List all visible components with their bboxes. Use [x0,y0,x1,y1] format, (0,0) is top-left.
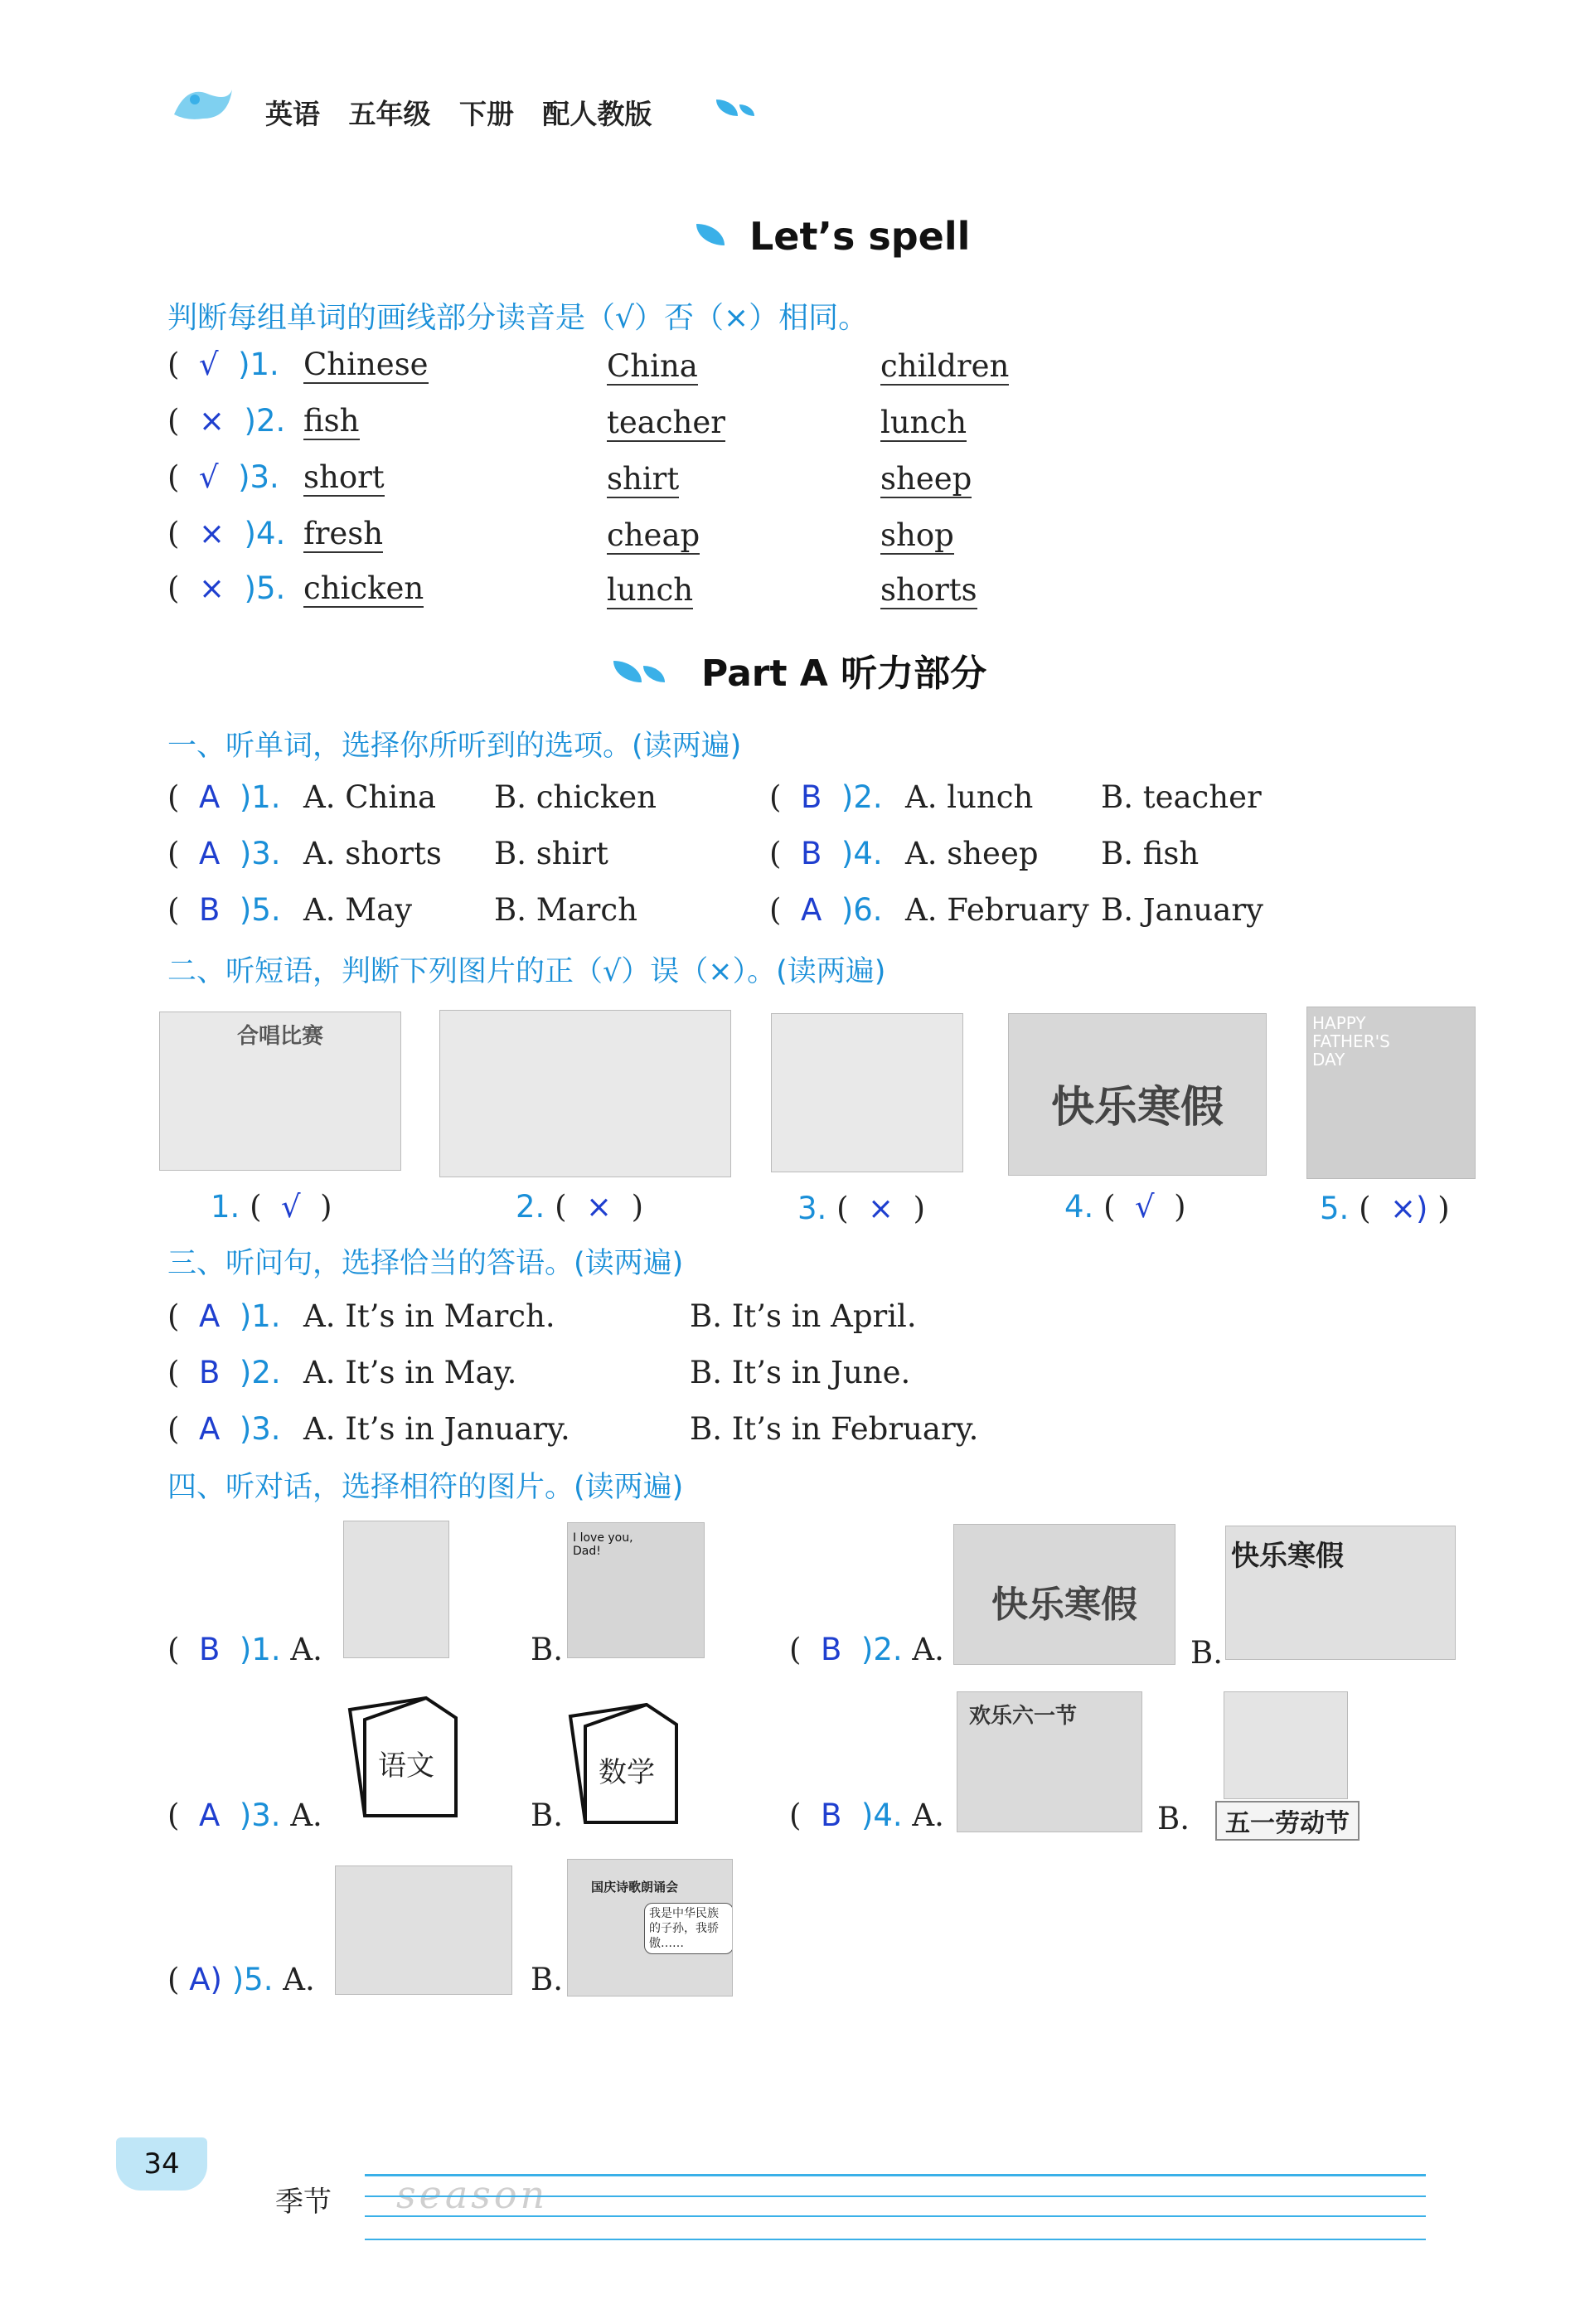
option-label: B. [1157,1801,1190,1836]
s4-title: 四、听对话，选择相符的图片。(读两遍) [167,1471,684,1504]
season-label: 季节 [275,2186,332,2219]
option-a: A. shorts [303,836,442,871]
picture-poetry-recital [567,1859,733,1997]
picture-mother-hug [343,1521,449,1658]
spell-instruction: 判断每组单词的画线部分读音是（√）否（×）相同。 [167,301,869,335]
option-label: A. [912,1632,944,1667]
item-number: )6. [841,892,883,928]
picture-caption: 快乐寒假 [1050,1082,1224,1133]
answer: B [198,1632,221,1667]
item-number: 1. [211,1189,240,1225]
spell-title: Let’s spell [749,214,971,259]
spell-word [303,516,383,551]
word: shop [880,517,954,553]
option-label: A. [290,1632,322,1667]
option-label: A. [283,1962,315,1997]
word: chicken [303,570,424,606]
option-label: A. [912,1798,944,1833]
s4-item: ( A )3. A. [167,1798,322,1833]
option-label: B. [531,1962,563,1997]
word: shorts [880,572,977,608]
answer: A [198,1798,221,1833]
picture-caption: 国庆诗歌朗诵会 [591,1880,679,1895]
answer: √ [1135,1189,1155,1225]
spell-row: ( × )5. [167,570,286,606]
header-grade: 五年级 [348,98,431,130]
option-b: B. January [1101,892,1263,928]
picture-fathers-day [1306,1007,1476,1179]
item-number: )5. [239,892,281,928]
word: children [880,348,1010,384]
item-number: )2. [841,779,883,815]
word: shirt [607,461,680,497]
item-number: )3. [239,1798,281,1833]
s4-item: ( B )2. A. [789,1632,944,1667]
s2-answer: 5. ( ×) ) [1320,1191,1450,1226]
answer: B [198,892,221,928]
picture-worker [1224,1691,1348,1799]
spell-word [303,347,429,382]
footer-line [365,2215,1426,2217]
book-title: 数学 [599,1756,655,1789]
option-b: B. chicken [494,779,657,815]
word: fish [303,403,360,439]
spell-word [607,461,679,497]
footer-line [365,2239,1426,2240]
spell-word [880,405,967,440]
picture-winter-holiday [953,1524,1175,1665]
header-logo [170,81,236,128]
option-b: B. It’s in February. [690,1411,979,1447]
item-number: )1. [239,779,281,815]
word: Chinese [303,347,429,382]
item-number: )4. [860,1798,903,1833]
answer: B [820,1632,842,1667]
item-number: )3. [238,459,279,495]
s4-item: ( B )4. A. [789,1798,944,1833]
spell-row: ( √ )1. [167,347,279,382]
item-number: )3. [239,1411,281,1447]
picture-winter-snow [1225,1526,1456,1660]
word: fresh [303,516,384,551]
s3-item: ( A )3. [167,1411,281,1447]
s3-item: ( A )1. [167,1298,281,1334]
option-b: B. March [494,892,637,928]
word: lunch [880,405,967,440]
spell-word [607,572,693,608]
s4-item: ( B )1. A. [167,1632,322,1667]
picture-love-dad [567,1522,705,1658]
option-b: B. It’s in April. [690,1298,917,1334]
word: cheap [607,517,700,553]
word: China [607,348,698,384]
item-number: )2. [239,1355,281,1390]
word: teacher [607,405,725,440]
answer: B [198,1355,221,1390]
option-a: A. February [905,892,1089,928]
answer: √ [281,1189,301,1225]
spell-word [607,348,698,384]
option-b: B. teacher [1101,779,1262,815]
item-number: )2. [860,1632,903,1667]
option-label: B. [531,1798,563,1833]
spell-word [607,405,725,440]
word: lunch [607,572,694,608]
option-label: B. [1190,1635,1223,1671]
page-number-badge [116,2137,207,2191]
spell-row: ( × )4. [167,516,286,551]
book-title: 语文 [378,1749,434,1783]
book-chinese-icon [343,1695,463,1819]
spell-word [880,572,977,608]
s4-item: ( A) )5. A. [167,1962,315,1997]
picture-caption: I love you, Dad! [573,1531,633,1558]
answer: B [800,836,822,871]
option-a: A. May [303,892,413,928]
s1-item: ( B )5. [167,892,281,928]
s2-answer: 3. ( × ) [797,1191,926,1226]
answer: × [868,1191,894,1226]
answer: √ [198,347,219,382]
picture-childrens-day [957,1691,1142,1832]
leaf-icon [613,661,665,686]
item-number: )5. [231,1962,274,1997]
option-a: A. It’s in March. [303,1298,555,1334]
item-number: )1. [239,1632,281,1667]
answer: A [198,779,221,815]
option-a: A. It’s in May. [303,1355,517,1390]
footer-line [365,2195,1426,2197]
book-math-icon [564,1701,683,1826]
option-a: A. It’s in January. [303,1411,570,1447]
picture-choir-contest [159,1012,401,1171]
item-number: )1. [238,347,279,382]
spell-word [607,517,700,553]
item-number: 4. [1064,1189,1094,1225]
picture-caption: HAPPY FATHER'S DAY [1312,1013,1390,1070]
answer: × [198,570,225,606]
s2-answer: 2. ( × ) [516,1189,644,1225]
footer-line [365,2174,1426,2176]
speech-bubble: 我是中华民族的子孙，我骄傲…… [644,1903,733,1954]
picture-kids-playing [439,1010,731,1177]
s1-title: 一、听单词，选择你所听到的选项。(读两遍) [167,730,742,763]
spell-word [303,459,385,495]
spell-word [880,517,954,553]
picture-caption: 快乐寒假 [1231,1540,1344,1573]
answer: B [820,1798,842,1833]
spell-word [880,461,972,497]
option-b: B. shirt [494,836,608,871]
answer: A [198,1298,221,1334]
header-title [265,93,652,132]
spell-word [303,403,360,439]
answer: A) [189,1962,222,1997]
word: sheep [880,461,972,497]
option-label: B. [531,1632,563,1667]
header-edition: 配人教版 [542,98,652,130]
s3-title: 三、听问句，选择恰当的答语。(读两遍) [167,1247,684,1280]
s1-item: ( A )3. [167,836,281,871]
picture-winter-holiday [1008,1013,1267,1176]
s2-answer: 4. ( √ ) [1064,1189,1186,1225]
option-a: A. sheep [905,836,1039,871]
item-number: 3. [797,1191,827,1226]
spell-word [303,570,424,606]
header-leaf-icon [716,99,754,119]
part-a-title: Part A 听力部分 [701,653,987,695]
picture-caption: 欢乐六一节 [969,1704,1078,1729]
labor-day-label: 五一劳动节 [1215,1801,1360,1841]
picture-mountain-hikers [335,1866,512,1995]
s1-item: ( A )6. [769,892,883,928]
option-label: A. [290,1798,322,1833]
picture-caption: 快乐寒假 [991,1584,1137,1627]
answer: A [198,1411,221,1447]
season-watermark: season [396,2172,549,2217]
item-number: )5. [244,570,286,606]
picture-caption: 合唱比赛 [236,1024,323,1049]
item-number: )1. [239,1298,281,1334]
word: short [303,459,385,495]
option-b: B. fish [1101,836,1200,871]
s1-item: ( B )2. [769,779,883,815]
spell-word [880,348,1009,384]
item-number: )3. [239,836,281,871]
option-a: A. lunch [905,779,1034,815]
item-number: 2. [516,1189,545,1225]
item-number: )4. [244,516,286,551]
s3-item: ( B )2. [167,1355,281,1390]
header-subject: 英语 [265,98,320,130]
answer: A [800,892,822,928]
leaf-icon [696,224,725,249]
picture-planting-tree [771,1013,963,1172]
page-number: 34 [143,2147,180,2181]
option-a: A. China [303,779,437,815]
answer: A [198,836,221,871]
answer: √ [198,459,219,495]
s1-item: ( A )1. [167,779,281,815]
s1-item: ( B )4. [769,836,883,871]
answer: × [198,516,225,551]
header-volume: 下册 [458,98,514,130]
option-b: B. It’s in June. [690,1355,911,1390]
s2-title: 二、听短语，判断下列图片的正（√）误（×）。(读两遍) [167,955,886,988]
answer: ×) [1390,1191,1428,1226]
spell-row: ( √ )3. [167,459,279,495]
spell-row: ( × )2. [167,403,286,439]
item-number: )2. [244,403,286,439]
s2-answer: 1. ( √ ) [211,1189,332,1225]
item-number: )4. [841,836,883,871]
answer: B [800,779,822,815]
item-number: 5. [1320,1191,1350,1226]
answer: × [198,403,225,439]
answer: × [586,1189,613,1225]
